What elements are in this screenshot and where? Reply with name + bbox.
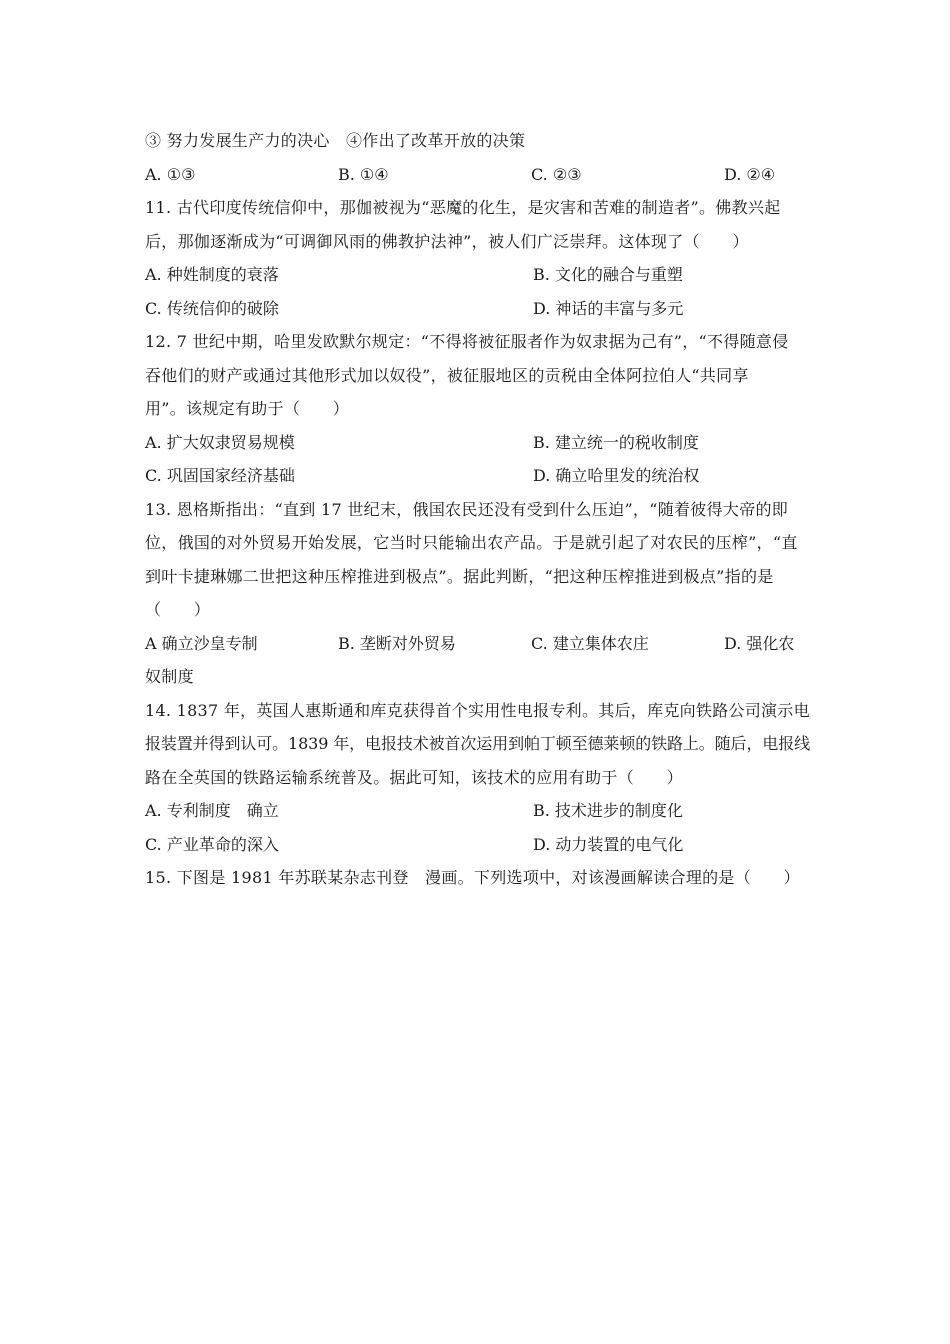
question-stem-line: （ ） — [145, 600, 211, 619]
option-b: B. 文化的融合与重塑 — [533, 265, 683, 284]
option-c: C. 巩固国家经济基础 — [145, 466, 295, 485]
option-b: B. 建立统一的税收制度 — [533, 432, 699, 452]
question-stem-line: 13. 恩格斯指出：“直到 17 世纪末，俄国农民还没有受到什么压迫”，“随着彼得大帝的即 — [145, 499, 789, 519]
option-a: A. 扩大奴隶贸易规模 — [145, 432, 295, 452]
options-row — [145, 794, 810, 828]
option-c: C. 建立集体农庄 — [531, 633, 649, 653]
question-stem-line: 路在全英国的铁路运输系统普及。据此可知，该技术的应用有助于（ ） — [145, 767, 683, 787]
options-row — [145, 828, 810, 862]
question-10-options — [145, 158, 810, 192]
option-a: A. 种姓制度的衰落 — [145, 265, 279, 284]
question-13 — [145, 493, 810, 694]
options-row — [145, 627, 810, 661]
option-b: B. ①④ — [338, 164, 389, 184]
option-c: C. 传统信仰的破除 — [145, 298, 279, 318]
question-stem-line: 到叶卡捷琳娜二世把这种压榨推进到极点”。据此判断，“把这种压榨推进到极点”指的是 — [145, 566, 774, 586]
question-14 — [145, 694, 810, 862]
question-stem-line: 15. 下图是 1981 年苏联某杂志刊登 漫画。下列选项中，对该漫画解读合理的是（ ） — [145, 868, 800, 887]
option-d: D. 神话的丰富与多元 — [533, 298, 684, 318]
options-row — [145, 292, 810, 326]
question-15 — [145, 861, 810, 895]
question-stem-line: 11. 古代印度传统信仰中，那伽被视为“恶魔的化生，是灾害和苦难的制造者”。佛教兴起 — [145, 198, 781, 217]
question-stem-line: 14. 1837 年，英国人惠斯通和库克获得首个实用性电报专利。其后，库克向铁路公司演示电 — [145, 700, 810, 720]
question-stem-line: 位，俄国的对外贸易开始发展，它当时只能输出农产品。于是就引起了对农民的压榨”，“直 — [145, 533, 798, 552]
question-list — [145, 124, 810, 895]
option-b: B. 垄断对外贸易 — [338, 633, 456, 653]
question-stem-line: 后，那伽逐渐成为“可调御风雨的佛教护法神”，被人们广泛崇拜。这体现了（ ） — [145, 231, 749, 251]
option-d: D. ②④ — [724, 164, 776, 184]
option-b: B. 技术进步的制度化 — [533, 801, 683, 820]
option-d: D. 确立哈里发的统治权 — [533, 466, 700, 485]
question-stem-line: 用”。该规定有助于（ ） — [145, 399, 350, 418]
options-row — [145, 459, 810, 493]
question-10-statement-line: ③ 努力发展生产力的决心 ④作出了改革开放的决策 — [145, 131, 526, 150]
option-d: D. 强化农 — [724, 633, 795, 653]
question-11 — [145, 191, 810, 325]
options-row — [145, 258, 810, 292]
option-c: C. 产业革命的深入 — [145, 834, 279, 854]
option-d-wrap: 奴制度 — [145, 667, 194, 686]
option-d: D. 动力装置的电气化 — [533, 834, 684, 854]
question-stem-line: 吞他们的财产或通过其他形式加以奴役”，被征服地区的贡税由全体阿拉伯人“共同享 — [145, 365, 749, 385]
option-a: A 确立沙皇专制 — [145, 633, 258, 653]
option-c: C. ②③ — [531, 164, 582, 184]
option-a: A. 专利制度 确立 — [145, 801, 279, 820]
question-stem-line: 报装置并得到认可。1839 年，电报技术被首次运用到帕丁顿至德莱顿的铁路上。随后，电报线 — [145, 734, 811, 753]
question-12 — [145, 325, 810, 493]
options-row — [145, 426, 810, 460]
option-a: A. ①③ — [145, 164, 196, 184]
question-stem-line: 12. 7 世纪中期，哈里发欧默尔规定：“不得将被征服者作为奴隶据为己有”，“不得随意侵 — [145, 332, 789, 351]
